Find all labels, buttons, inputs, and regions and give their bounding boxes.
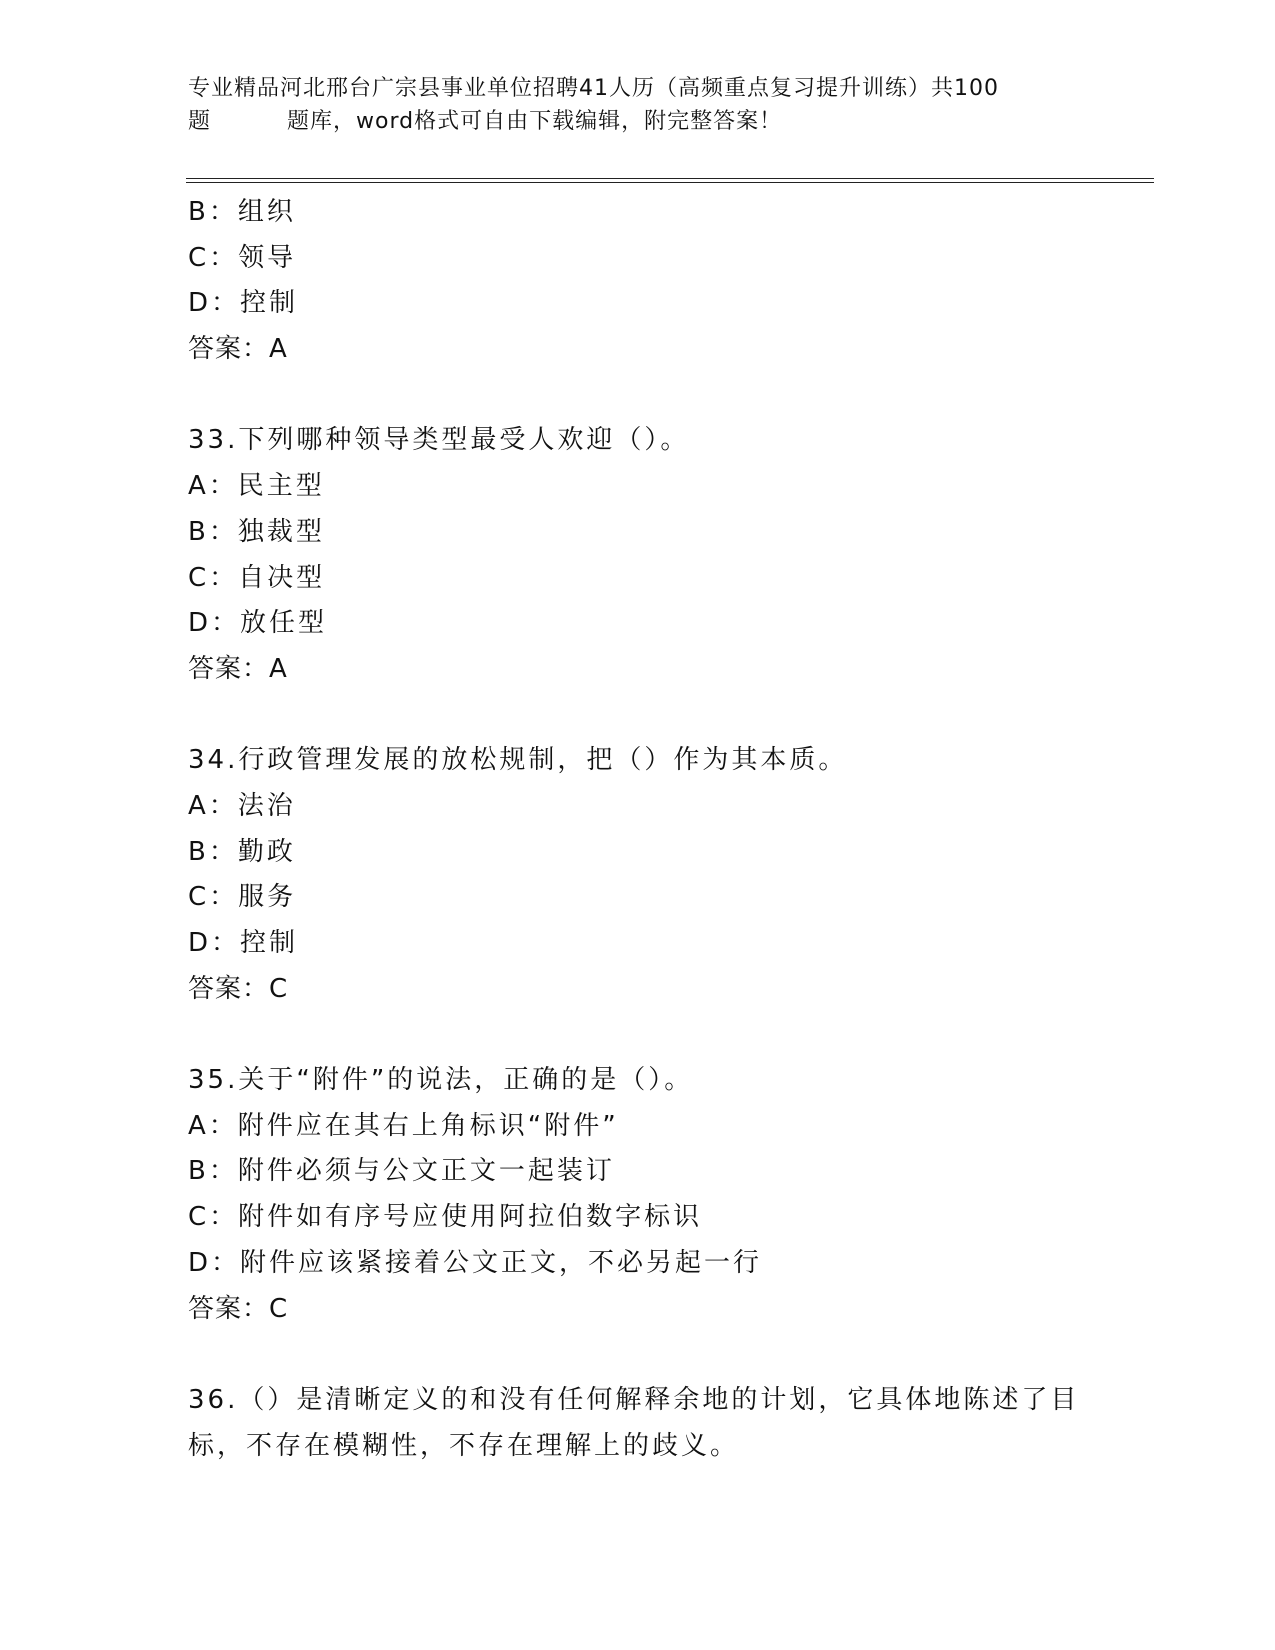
header-rule-bottom — [186, 182, 1154, 183]
option-b: B：附件必须与公文正文一起装订 — [188, 1156, 615, 1187]
question-stem: 35.关于“附件”的说法，正确的是（）。 — [188, 1065, 694, 1096]
question-stem-line2: 标，不存在模糊性，不存在理解上的歧义。 — [188, 1430, 740, 1461]
header-title-line2 — [188, 105, 1088, 138]
document-header — [188, 72, 1088, 138]
option-a: A：民主型 — [188, 471, 325, 502]
question-stem-line1: 36.（）是清晰定义的和没有任何解释余地的计划，它具体地陈述了目 — [188, 1384, 1080, 1415]
option-d: D：控制 — [188, 928, 299, 958]
option-c: C：领导 — [188, 242, 297, 273]
answer: 答案：A — [188, 334, 288, 365]
document-body — [188, 190, 1088, 1469]
header-title-line1: 专业精品河北邢台广宗县事业单位招聘41人历（高频重点复习提升训练）共100 — [188, 76, 999, 101]
option-b: B：组织 — [188, 197, 296, 227]
question-33 — [188, 418, 1088, 692]
option-c: C：服务 — [188, 882, 297, 913]
option-a: A：法治 — [188, 790, 296, 821]
option-a: A：附件应在其右上角标识“附件” — [188, 1110, 619, 1141]
question-36 — [188, 1378, 1088, 1469]
question-32-continued — [188, 190, 1088, 373]
question-34 — [188, 738, 1088, 1012]
question-stem: 33.下列哪种领导类型最受人欢迎（）。 — [188, 425, 690, 456]
question-35 — [188, 1058, 1088, 1332]
question-stem: 34.行政管理发展的放松规制，把（）作为其本质。 — [188, 745, 848, 776]
option-d: D：控制 — [188, 288, 299, 319]
option-c: C：自决型 — [188, 562, 326, 593]
option-b: B：独裁型 — [188, 516, 325, 547]
header-rule-top — [186, 178, 1154, 179]
option-d: D：放任型 — [188, 608, 328, 639]
header-title-line2-end: 题库，word格式可自由下载编辑，附完整答案！ — [287, 109, 783, 134]
answer: 答案：C — [188, 973, 289, 1004]
option-b: B：勤政 — [188, 836, 296, 867]
option-c: C：附件如有序号应使用阿拉伯数字标识 — [188, 1202, 703, 1233]
option-d: D：附件应该紧接着公文正文，不必另起一行 — [188, 1247, 763, 1278]
answer: 答案：C — [188, 1293, 289, 1324]
header-title-line2-start: 题 — [188, 109, 212, 134]
answer: 答案：A — [188, 653, 288, 684]
